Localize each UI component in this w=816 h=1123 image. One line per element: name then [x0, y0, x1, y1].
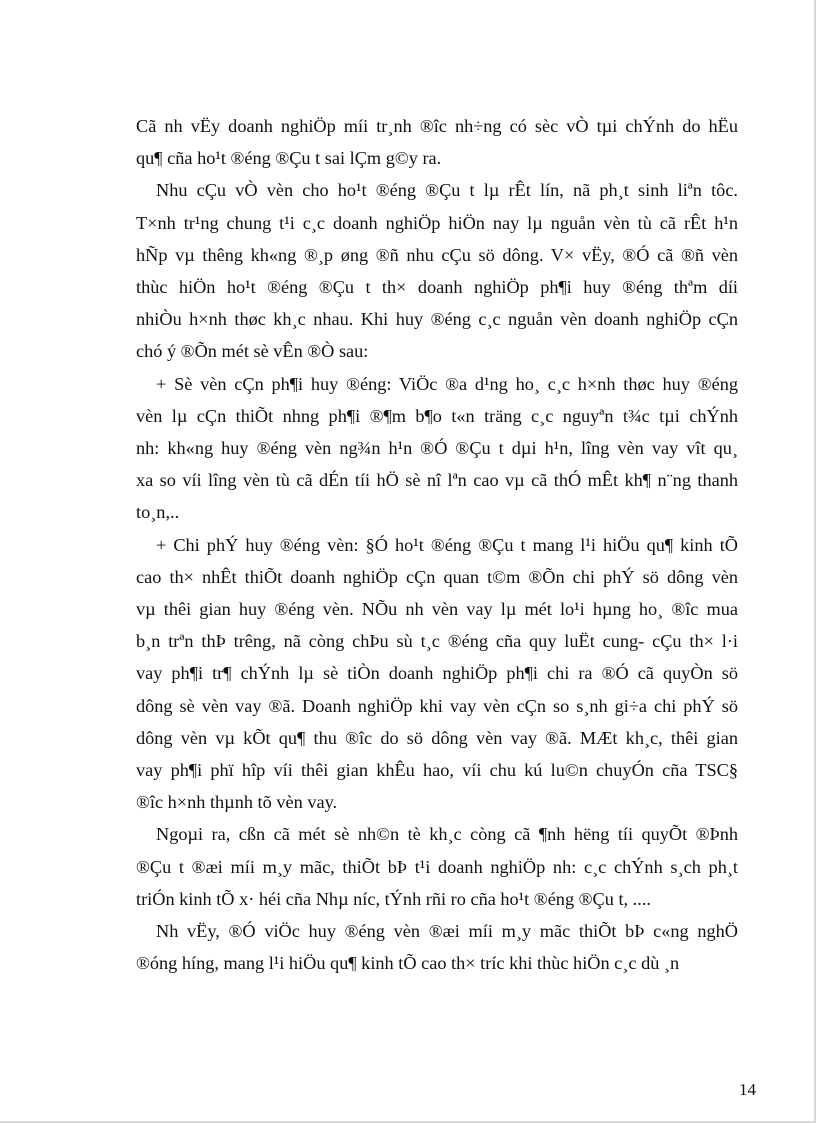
text-line: vay ph¶i tr¶ chÝnh lµ sè tiÒn doanh nghiÖp ph¶i chi ra ®Ó cã quyÒn sö: [136, 663, 738, 684]
text-line: thùc hiÖn ho¹t ®éng ®Çu t th× doanh nghiÖp ph¶i huy ®éng thªm díi: [136, 277, 738, 298]
text-line: vay ph¶i phï hîp víi thêi gian khÊu hao, víi chu kú lu©n chuyÓn cña TSC§: [136, 760, 738, 781]
text-line: vµ thêi gian huy ®éng vèn. NÕu nh vèn vay lµ mét lo¹i hµng ho¸ ®îc mua: [136, 599, 738, 620]
paragraph: [136, 529, 738, 819]
text-line: Nh vËy, ®Ó viÖc huy ®éng vèn ®æi míi m¸y mãc thiÕt bÞ c«ng nghÖ: [156, 921, 738, 942]
text-line: T×nh tr¹ng chung t¹i c¸c doanh nghiÖp hiÖn nay lµ nguån vèn tù cã rÊt h¹n: [136, 212, 738, 233]
text-line: Nhu cÇu vÒ vèn cho ho¹t ®éng ®Çu t lµ rÊt lín, nã ph¸t sinh liªn tôc.: [156, 180, 738, 201]
text-line: Cã nh vËy doanh nghiÖp míi tr¸nh ®îc nh÷ng có sèc vÒ tµi chÝnh do hËu: [136, 116, 738, 136]
text-line: ®îc h×nh thµnh tõ vèn vay.: [136, 792, 338, 813]
paragraph: [136, 110, 738, 174]
text-line: dông sè vèn vay ®ã. Doanh nghiÖp khi vay vèn cÇn so s¸nh gi÷a chi phÝ sö: [136, 695, 738, 716]
document-body: [136, 110, 738, 979]
text-line: ®Çu t ®æi míi m¸y mãc, thiÕt bÞ t¹i doanh nghiÖp nh: c¸c chÝnh s¸ch ph¸t: [136, 856, 738, 877]
text-line: b¸n trªn thÞ trêng, nã còng chÞu sù t¸c ®éng cña quy luËt cung- cÇu th× l·i: [136, 631, 738, 652]
text-line: ®óng híng, mang l¹i hiÖu qu¶ kinh tÕ cao th× tríc khi thùc hiÖn c¸c dù ¸n: [136, 953, 680, 974]
text-line: dông vèn vµ kÕt qu¶ thu ®îc do sö dông vèn vay ®ã. MÆt kh¸c, thêi gian: [136, 727, 738, 748]
paragraph: [136, 368, 738, 529]
text-line: nhiÒu h×nh thøc kh¸c nhau. Khi huy ®éng c¸c nguån vèn doanh nghiÖp cÇn: [136, 309, 738, 330]
paragraph: [136, 818, 738, 915]
text-line: qu¶ cña ho¹t ®éng ®Çu t sai lÇm g©y ra.: [136, 148, 442, 169]
paragraph: [136, 915, 738, 979]
text-line: + Sè vèn cÇn ph¶i huy ®éng: ViÖc ®a d¹ng ho¸ c¸c h×nh thøc huy ®éng: [156, 373, 738, 394]
text-line: cao th× nhÊt thiÕt doanh nghiÖp cÇn quan t©m ®Õn chi phÝ sö dông vèn: [136, 566, 738, 587]
text-line: xa so víi lîng vèn tù cã dÉn tíi hÖ sè nî lªn cao vµ cã thÓ mÊt kh¶ n¨ng thanh: [136, 470, 738, 491]
paragraph: [136, 174, 738, 367]
text-line: nh: kh«ng huy ®éng vèn ng¾n h¹n ®Ó ®Çu t dµi h¹n, lîng vèn vay vît qu¸: [136, 438, 738, 459]
text-line: to¸n,..: [136, 502, 180, 523]
text-line: triÓn kinh tÕ x· héi cña Nhµ níc, tÝnh rñi ro cña ho¹t ®éng ®Çu t, ....: [136, 888, 651, 909]
text-line: hÑp vµ thêng kh«ng ®¸p øng ®ñ nhu cÇu sö dông. V× vËy, ®Ó cã ®ñ vèn: [136, 244, 738, 265]
page-number: 14: [739, 1080, 756, 1099]
text-line: Ngoµi ra, cßn cã mét sè nh©n tè kh¸c còng cã ¶nh hëng tíi quyÕt ®Þnh: [156, 824, 738, 845]
text-line: vèn lµ cÇn thiÕt nhng ph¶i ®¶m b¶o t«n träng c¸c nguyªn t¾c tµi chÝnh: [136, 405, 738, 426]
text-line: + Chi phÝ huy ®éng vèn: §Ó ho¹t ®éng ®Çu t mang l¹i hiÖu qu¶ kinh tÕ: [156, 534, 738, 555]
text-line: chó ý ®Õn mét sè vÊn ®Ò sau:: [136, 341, 369, 362]
